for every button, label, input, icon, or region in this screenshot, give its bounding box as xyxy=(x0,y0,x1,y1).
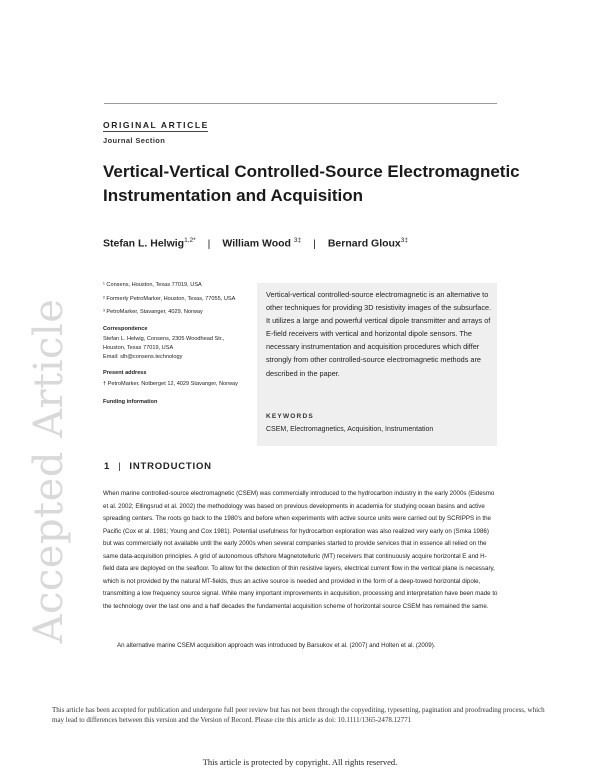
author-name: William Wood xyxy=(222,237,291,250)
author-list xyxy=(103,231,423,254)
affiliation-item: ² Formerly PetroMarker, Houston, Texas, 77055, USA xyxy=(103,295,236,302)
body-paragraph: When marine controlled-source electromagnetic (CSEM) was commercially introduced to the hydrocarbon industry in the early 2000s (Eidesmo et al. 2002; Ellingsrud et al. 2002) the methodology was based on previous developments in academia for studying ocean basins and active spreading centers. The roots go back to the 1980's and before when experiments with active source units were carried out by SCRIPPS in the Pacific (Cox et al. 1981; Young and Cox 1981). Potential usefulness for hydrocarbon exploration was also realized very early on (Smka 1986) but was commercially not available until the early 2000s when several companies started to provide services that in essence all relied on the same data-acquisition principles. A grid of autonomous offshore Magnetotelluric (MT) receivers that continuously acquire horizontal E and H-field data are deployed on the seafloor. To allow for the detection of thin resistive layers, electrical current flow in the vertical plane is necessary, which is not provided by the natural MT-fields, thus an active source is needed and provided in the form of a deep-towed horizontal dipole, transmitting a low frequency source signal. While many important improvements in acquisition, processing and interpretation have been made to the technology over the last one and a half decades the fundamental acquisition scheme of horizontal source CSEM has remained the same. xyxy=(103,490,498,610)
author-affiliation-mark: 3‡ xyxy=(293,237,302,244)
header-rule xyxy=(104,103,497,104)
article-type-label: ORIGINAL ARTICLE xyxy=(103,120,209,130)
article-type-underline xyxy=(103,131,208,132)
correspondence-address: Stefan L. Helwig, Consens, 2305 Woodhead Str., Houston, Texas 77019, USA xyxy=(103,336,225,351)
correspondence-email: Email: slh@consens.technology xyxy=(103,353,183,360)
author-name: Bernard Gloux xyxy=(327,237,401,250)
present-address-heading: Present address xyxy=(103,370,147,377)
accepted-article-notice: This article has been accepted for publication and undergone full peer review but has not been through the copyediting, typesetting, pagination and proofreading process, which may lead to differences between this version and the Version of Record. Please cite this article as doi: 10.1111/1365-2478.12771 xyxy=(52,706,545,724)
section-separator: | xyxy=(118,461,122,472)
keywords-heading: KEYWORDS xyxy=(266,413,314,420)
section-heading xyxy=(104,461,212,472)
abstract-box xyxy=(257,283,497,446)
body-paragraph: An alternative marine CSEM acquisition approach was introduced by Barsukov et al. (2007) and Holten et al. (2009). xyxy=(117,642,436,649)
keywords-list: CSEM, Electromagnetics, Acquisition, Instrumentation xyxy=(266,426,434,433)
copyright-notice: This article is protected by copyright. All rights reserved. xyxy=(202,757,398,767)
author-separator: | xyxy=(207,237,211,250)
author-affiliation-mark: 1,2* xyxy=(184,237,196,244)
affiliation-item: ³ PetroMarker, Stavanger, 4029, Norway xyxy=(103,309,203,316)
author-affiliation-mark: 3‡ xyxy=(400,237,409,244)
author-name: Stefan L. Helwig xyxy=(103,237,185,250)
correspondence-heading: Correspondence xyxy=(103,325,148,332)
affiliation-item: ¹ Consens, Houston, Texas 77019, USA xyxy=(103,282,202,288)
journal-section-label: Journal Section xyxy=(103,136,166,145)
author-separator: | xyxy=(313,237,316,250)
affiliations-column xyxy=(103,281,243,412)
section-number: 1 xyxy=(104,461,111,472)
funding-information-heading: Funding information xyxy=(103,399,158,406)
section-title: INTRODUCTION xyxy=(129,461,212,472)
paper-title: Vertical-Vertical Controlled-Source Electromagnetic Instrumentation and Acquisition xyxy=(103,162,520,205)
accepted-article-watermark: Accepted Article xyxy=(26,298,72,644)
present-address-text: † PetroMarker, Notberget 12, 4029 Stavanger, Norway xyxy=(103,380,238,387)
abstract-text: Vertical-vertical controlled-source electromagnetic is an alternative to other techniques for providing 3D resistivity images of the subsurface. It utilizes a large and powerful vertical dipole transmitter and arrays of E-field receivers with vertical and horizontal dipole sensors. The necessary instrumentation and acquisition procedures which differ strongly from other controlled-source electromagnetic methods are described in the paper. xyxy=(266,290,492,378)
